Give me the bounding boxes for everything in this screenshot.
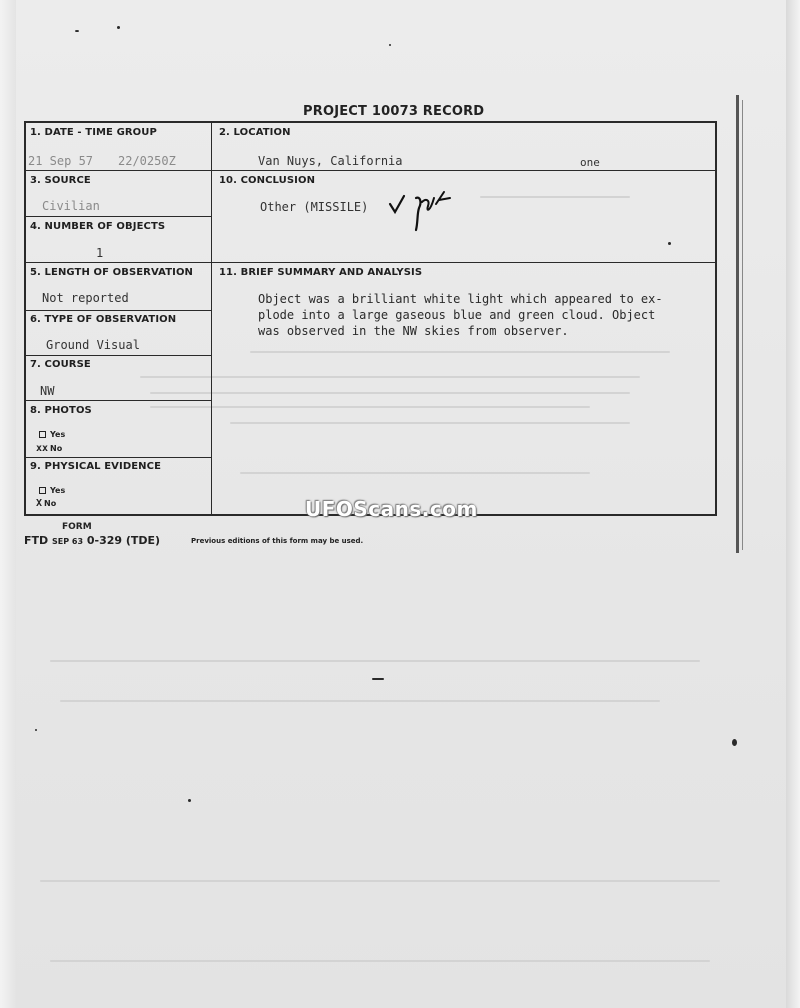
row-divider bbox=[24, 457, 212, 458]
conclusion-label: 10. CONCLUSION bbox=[219, 175, 316, 186]
summary-text bbox=[258, 291, 708, 339]
scan-speck bbox=[35, 729, 37, 731]
date-time-value-time: 22/0250Z bbox=[118, 154, 176, 168]
watermark: UFOScans.com bbox=[305, 497, 478, 521]
physical-evidence-yes-option: Yes bbox=[39, 486, 65, 495]
location-label: 2. LOCATION bbox=[219, 127, 291, 138]
course-value: NW bbox=[40, 384, 55, 398]
location-note: one bbox=[580, 156, 600, 169]
location-value: Van Nuys, California bbox=[258, 154, 403, 168]
scan-speck bbox=[75, 30, 79, 32]
physical-evidence-label: 9. PHYSICAL EVIDENCE bbox=[30, 461, 161, 472]
footer-form-word: FORM bbox=[62, 522, 92, 532]
type-of-observation-value: Ground Visual bbox=[46, 338, 140, 352]
checkbox-x-icon: xx bbox=[36, 443, 49, 454]
binding-edge-inner bbox=[742, 100, 743, 550]
photos-yes-option: Yes bbox=[39, 430, 65, 439]
row-divider bbox=[24, 355, 212, 356]
scan-speck bbox=[117, 26, 120, 29]
scan-speck bbox=[732, 739, 737, 746]
summary-label: 11. BRIEF SUMMARY AND ANALYSIS bbox=[219, 267, 423, 278]
row-divider bbox=[24, 170, 717, 171]
column-divider bbox=[211, 121, 212, 516]
source-value: Civilian bbox=[42, 199, 100, 213]
form-title: PROJECT 10073 RECORD bbox=[303, 104, 485, 119]
number-of-objects-value: 1 bbox=[96, 246, 104, 260]
date-time-label: 1. DATE - TIME GROUP bbox=[30, 127, 157, 138]
summary-line: Object was a brilliant white light which appeared to ex- bbox=[258, 292, 663, 306]
summary-line: was observed in the NW skies from observer. bbox=[258, 324, 569, 338]
scan-speck bbox=[668, 242, 671, 245]
footer-date: SEP 63 bbox=[52, 537, 84, 546]
row-divider bbox=[24, 400, 212, 401]
footer-form-id bbox=[24, 534, 160, 547]
scan-speck bbox=[372, 678, 384, 680]
checkbox-empty-icon bbox=[39, 431, 46, 438]
bleed-through-line bbox=[50, 960, 710, 962]
footer-form-number: 0-329 (TDE) bbox=[86, 534, 161, 547]
checkbox-empty-icon bbox=[39, 487, 46, 494]
length-of-observation-label: 5. LENGTH OF OBSERVATION bbox=[30, 267, 194, 278]
handwritten-initials-signature bbox=[386, 186, 458, 234]
page-right-edge bbox=[786, 0, 800, 1008]
bleed-through-line bbox=[40, 880, 720, 882]
bleed-through-line bbox=[50, 660, 700, 662]
row-divider bbox=[24, 216, 212, 217]
conclusion-value: Other (MISSILE) bbox=[260, 200, 369, 214]
photos-no-option: xx No bbox=[36, 443, 63, 454]
page-left-edge bbox=[0, 0, 16, 1008]
binding-edge bbox=[736, 95, 739, 553]
source-label: 3. SOURCE bbox=[30, 175, 91, 186]
footer-note: Previous editions of this form may be used. bbox=[191, 537, 364, 545]
date-time-value: 21 Sep 57 bbox=[28, 154, 94, 168]
scan-speck bbox=[389, 44, 391, 46]
bleed-through-line bbox=[60, 700, 660, 702]
number-of-objects-label: 4. NUMBER OF OBJECTS bbox=[30, 221, 166, 232]
scan-speck bbox=[188, 799, 191, 802]
summary-line: plode into a large gaseous blue and green cloud. Object bbox=[258, 308, 656, 322]
physical-evidence-no-option: X No bbox=[36, 498, 57, 509]
course-label: 7. COURSE bbox=[30, 359, 91, 370]
row-divider bbox=[24, 262, 717, 263]
row-divider bbox=[24, 310, 212, 311]
length-of-observation-value: Not reported bbox=[42, 291, 129, 305]
type-of-observation-label: 6. TYPE OF OBSERVATION bbox=[30, 314, 177, 325]
checkbox-x-icon: X bbox=[36, 498, 43, 509]
photos-label: 8. PHOTOS bbox=[30, 405, 92, 416]
footer-ftd: FTD bbox=[24, 534, 49, 547]
